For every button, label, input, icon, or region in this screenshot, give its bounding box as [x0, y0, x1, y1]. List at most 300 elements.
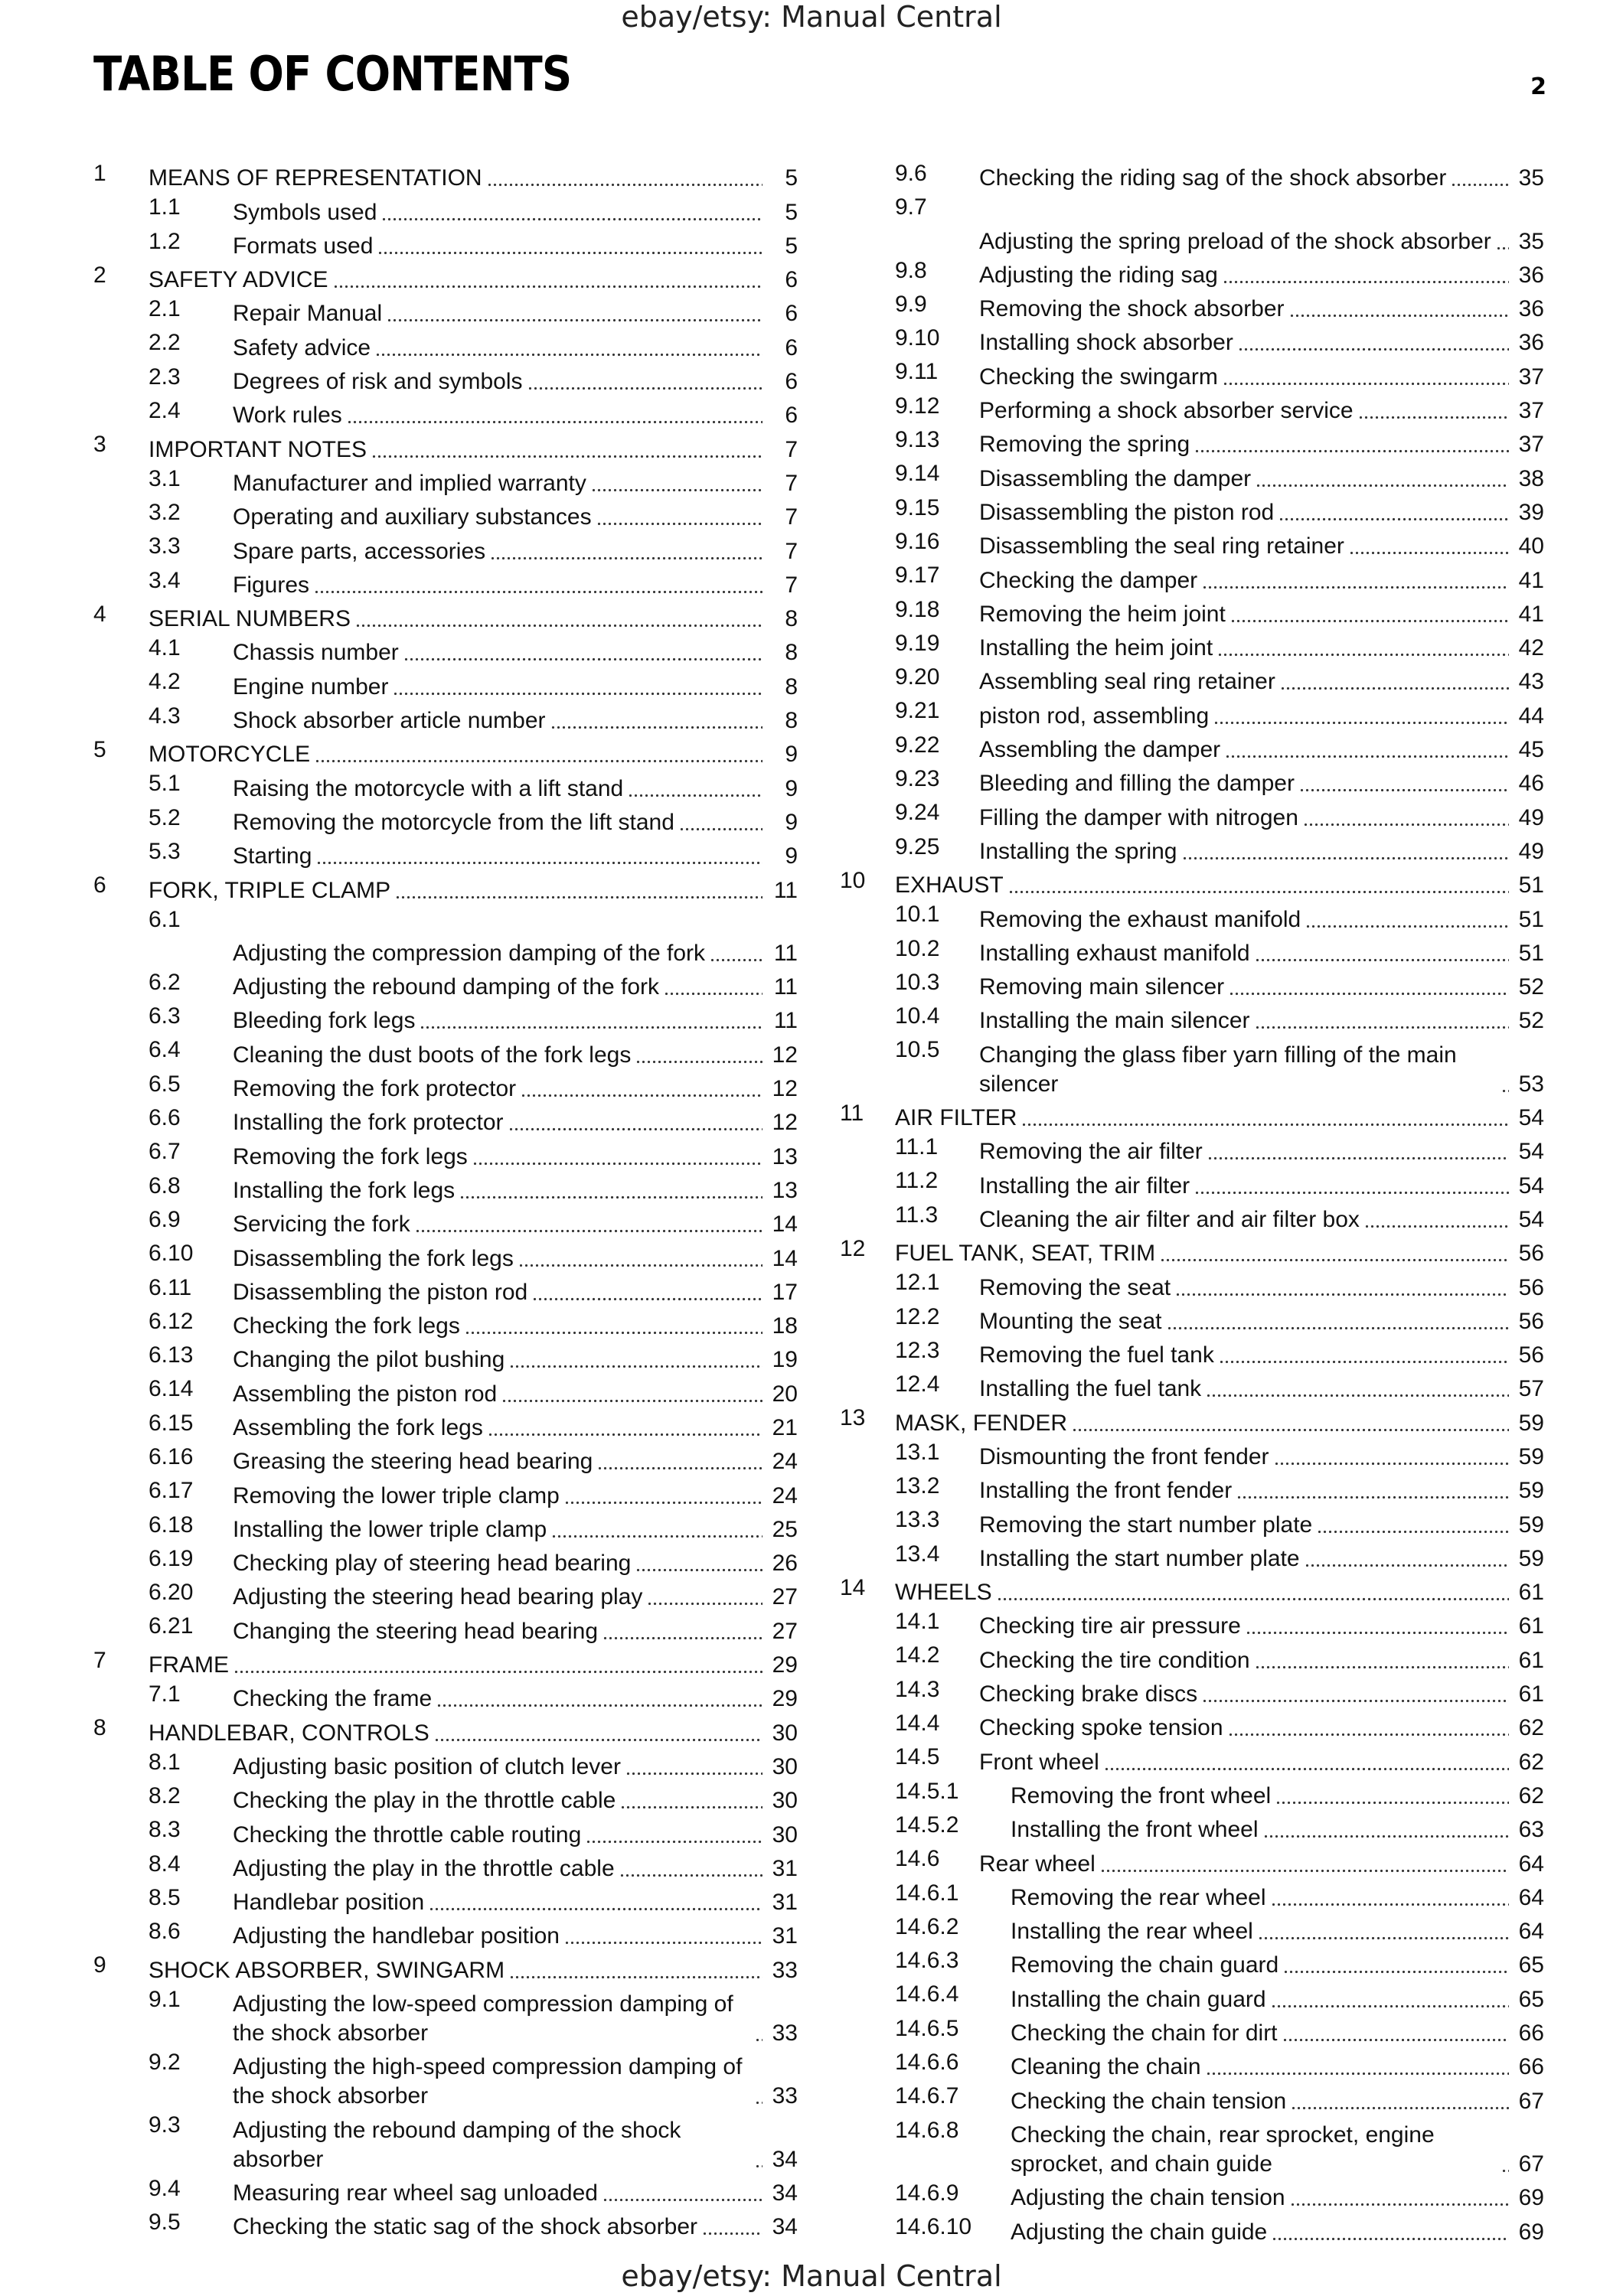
dot-leader [1299, 769, 1509, 792]
toc-entry-page: 64 [1518, 1919, 1544, 1945]
toc-entry-title: Assembling seal ring retainer [979, 669, 1275, 695]
toc-entry-title: Cleaning the chain [1011, 2054, 1201, 2080]
toc-entry-number: 10 [840, 867, 866, 893]
toc-entry-page: 13 [772, 1143, 798, 1169]
dot-leader [333, 266, 763, 289]
dot-leader [1303, 804, 1509, 827]
toc-entry[interactable] [93, 1172, 798, 1205]
toc-entry[interactable] [840, 663, 1544, 696]
toc-entry-number: 7.1 [149, 1681, 181, 1707]
toc-entry[interactable] [840, 1844, 1544, 1878]
toc-entry[interactable] [93, 1680, 798, 1714]
toc-entry-title: Shock absorber article number [233, 708, 546, 734]
toc-entry[interactable] [840, 866, 1544, 900]
toc-entry-page: 8 [785, 606, 798, 632]
toc-entry-number: 10.1 [895, 902, 940, 928]
toc-entry-title: MEANS OF REPRESENTATION [149, 165, 482, 191]
toc-entry-page: 59 [1518, 1512, 1544, 1538]
dot-leader [1256, 465, 1509, 488]
toc-entry-page: 31 [772, 1923, 798, 1949]
toc-entry[interactable] [840, 2116, 1544, 2179]
toc-entry[interactable] [840, 1336, 1544, 1370]
toc-entry[interactable] [840, 2213, 1544, 2246]
toc-entry[interactable] [840, 1879, 1544, 1913]
toc-entry[interactable] [93, 1714, 798, 1747]
toc-entry[interactable] [840, 1133, 1544, 1166]
toc-entry-title: Safety advice [233, 334, 371, 360]
toc-entry-title: Removing the fork legs [233, 1143, 468, 1169]
toc-entry[interactable] [93, 871, 798, 905]
toc-entry[interactable] [93, 1137, 798, 1171]
toc-entry[interactable] [840, 426, 1544, 459]
toc-entry[interactable] [93, 1476, 798, 1510]
dot-leader [509, 1956, 763, 1979]
toc-entry-number: 13.4 [895, 1541, 940, 1567]
toc-entry-title: Removing the spring [979, 432, 1190, 458]
toc-entry-number: 9.1 [149, 1986, 181, 2012]
toc-entry[interactable] [93, 465, 798, 498]
toc-entry[interactable] [840, 1099, 1544, 1133]
toc-entry[interactable] [840, 934, 1544, 968]
toc-entry[interactable] [93, 328, 798, 362]
toc-entry-number: 9.19 [895, 630, 940, 656]
toc-entry[interactable] [93, 2208, 798, 2242]
toc-entry[interactable] [840, 494, 1544, 527]
toc-entry-page: 59 [1518, 1410, 1544, 1436]
toc-entry-number: 2.3 [149, 364, 181, 390]
toc-entry-page: 52 [1518, 974, 1544, 1000]
toc-entry-number: 14.6.10 [895, 2214, 972, 2240]
toc-entry[interactable] [93, 1409, 798, 1443]
toc-entry[interactable] [93, 1917, 798, 1951]
toc-entry[interactable] [840, 256, 1544, 290]
toc-entry[interactable] [840, 1002, 1544, 1035]
toc-entry-page: 14 [772, 1245, 798, 1271]
toc-entry[interactable] [840, 1574, 1544, 1607]
toc-entry[interactable] [840, 1675, 1544, 1709]
toc-entry-page: 29 [772, 1686, 798, 1712]
toc-entry-title: Performing a shock absorber service [979, 398, 1354, 424]
toc-entry-page: 30 [772, 1788, 798, 1814]
toc-entry-page: 69 [1518, 2219, 1544, 2245]
dot-leader [1271, 1985, 1509, 2008]
toc-entry[interactable] [93, 1850, 798, 1883]
toc-entry-number: 6.10 [149, 1241, 194, 1267]
dot-leader [393, 673, 763, 696]
dot-leader [1182, 837, 1510, 860]
toc-entry[interactable] [840, 765, 1544, 798]
toc-entry[interactable] [93, 600, 798, 634]
toc-entry[interactable] [93, 1815, 798, 1849]
toc-entry-title: Checking the chain tension [1011, 2088, 1287, 2114]
toc-entry-page: 35 [1518, 228, 1544, 254]
toc-entry-number: 6.8 [149, 1172, 181, 1199]
toc-entry[interactable] [840, 561, 1544, 595]
toc-entry[interactable] [93, 396, 798, 430]
toc-entry[interactable] [93, 1070, 798, 1104]
toc-entry[interactable] [840, 900, 1544, 934]
toc-entry[interactable] [93, 968, 798, 1002]
toc-entry-page: 37 [1518, 398, 1544, 424]
toc-entry[interactable] [840, 1303, 1544, 1336]
toc-entry[interactable] [93, 2174, 798, 2208]
toc-entry[interactable] [840, 1505, 1544, 1539]
toc-entry-title: Adjusting the compression damping of the fork [233, 940, 706, 966]
toc-entry[interactable] [840, 1980, 1544, 2014]
toc-entry[interactable] [93, 566, 798, 600]
toc-entry-page: 62 [1518, 1749, 1544, 1775]
dot-leader [597, 1447, 763, 1470]
toc-entry-title: Checking the damper [979, 567, 1198, 593]
toc-entry-number: 9.14 [895, 461, 940, 487]
toc-entry[interactable] [840, 324, 1544, 357]
toc-entry[interactable] [93, 430, 798, 464]
toc-entry-page: 27 [772, 1584, 798, 1610]
toc-entry-title: HANDLEBAR, CONTROLS [149, 1720, 429, 1746]
toc-entry-title: Installing the chain guard [1011, 1986, 1266, 2012]
toc-entry-number: 9.10 [895, 325, 940, 351]
toc-entry-page: 6 [785, 301, 798, 327]
toc-entry[interactable] [93, 804, 798, 837]
toc-entry[interactable] [840, 1946, 1544, 1980]
toc-entry-number: 10.3 [895, 969, 940, 995]
toc-entry[interactable] [840, 968, 1544, 1002]
toc-entry-page: 8 [785, 673, 798, 700]
toc-entry-page: 26 [772, 1551, 798, 1577]
toc-entry[interactable] [840, 2048, 1544, 2082]
toc-entry-page: 46 [1518, 771, 1544, 797]
toc-entry-title: SAFETY ADVICE [149, 267, 328, 293]
toc-entry-number: 9.12 [895, 393, 940, 419]
toc-entry[interactable] [93, 1307, 798, 1341]
toc-entry[interactable] [93, 1951, 798, 1985]
toc-entry-title: Rear wheel [979, 1851, 1096, 1877]
toc-entry-page: 5 [785, 165, 798, 191]
toc-entry-title: Formats used [233, 233, 374, 259]
toc-entry-title: Removing main silencer [979, 974, 1225, 1000]
toc-entry[interactable] [840, 1438, 1544, 1472]
toc-entry-number: 9.3 [149, 2112, 181, 2138]
dot-leader [1223, 363, 1509, 386]
dot-leader [1202, 566, 1509, 589]
toc-entry[interactable] [93, 1985, 798, 2048]
toc-entry[interactable] [93, 735, 798, 769]
toc-entry[interactable] [840, 1607, 1544, 1641]
toc-entry-page: 18 [772, 1313, 798, 1339]
toc-entry-title: Greasing the steering head bearing [233, 1449, 593, 1475]
toc-entry-number: 11.1 [895, 1134, 939, 1160]
toc-entry[interactable] [840, 357, 1544, 391]
toc-entry-title: Installing the main silencer [979, 1008, 1250, 1034]
dot-leader [490, 537, 763, 560]
toc-entry[interactable] [840, 159, 1544, 193]
toc-entry[interactable] [840, 1166, 1544, 1200]
toc-entry-title: Adjusting the chain guide [1011, 2219, 1268, 2245]
dot-leader [1358, 396, 1509, 419]
toc-entry-number: 12 [840, 1235, 866, 1261]
toc-entry[interactable] [93, 1341, 798, 1375]
toc-entry[interactable] [93, 769, 798, 803]
toc-entry[interactable] [93, 363, 798, 396]
toc-entry[interactable] [840, 1777, 1544, 1811]
toc-entry[interactable] [93, 1578, 798, 1612]
toc-entry-number: 13.2 [895, 1473, 940, 1499]
toc-entry-number: 14.6.1 [895, 1880, 959, 1906]
toc-entry-page: 52 [1518, 1008, 1544, 1034]
toc-entry[interactable] [93, 159, 798, 193]
dot-leader [1290, 2183, 1509, 2206]
toc-entry[interactable] [840, 1404, 1544, 1437]
toc-entry[interactable] [93, 1205, 798, 1239]
toc-entry[interactable] [840, 1913, 1544, 1946]
dot-leader [1282, 2019, 1509, 2042]
dot-leader [371, 435, 763, 458]
dot-leader [1213, 702, 1509, 725]
toc-entry[interactable] [93, 1511, 798, 1544]
toc-entry-title: Operating and auxiliary substances [233, 504, 592, 530]
toc-entry-title: Assembling the damper [979, 737, 1221, 763]
toc-entry-title: Manufacturer and implied warranty [233, 470, 586, 496]
dot-leader [1451, 164, 1509, 187]
toc-entry-page: 31 [772, 1890, 798, 1916]
dot-leader [1501, 1070, 1509, 1093]
toc-entry-page: 56 [1518, 1241, 1544, 1267]
toc-entry-page: 61 [1518, 1647, 1544, 1673]
dot-leader [1207, 1137, 1509, 1160]
toc-entry-title: Installing the front wheel [1011, 1817, 1259, 1843]
toc-entry[interactable] [840, 459, 1544, 493]
toc-entry[interactable] [93, 193, 798, 227]
toc-entry[interactable] [93, 702, 798, 735]
toc-entry-title: Checking tire air pressure [979, 1613, 1241, 1639]
toc-entry[interactable] [93, 1104, 798, 1137]
dot-leader [1217, 634, 1509, 657]
dot-leader [1223, 261, 1509, 284]
toc-entry-number: 14.6.2 [895, 1913, 959, 1939]
toc-entry-title: Assembling the piston rod [233, 1381, 498, 1407]
toc-entry-page: 40 [1518, 533, 1544, 559]
toc-entry[interactable] [840, 1472, 1544, 1505]
toc-entry-page: 11 [773, 877, 798, 903]
toc-entry-number: 8 [93, 1715, 106, 1741]
toc-entry-number: 9.25 [895, 833, 940, 859]
toc-entry[interactable] [93, 2111, 798, 2174]
toc-entry-page: 24 [772, 1449, 798, 1475]
dot-leader [635, 1549, 763, 1572]
toc-entry[interactable] [840, 527, 1544, 561]
dot-leader [1194, 1172, 1509, 1195]
dot-leader [403, 638, 763, 661]
toc-entry-title: piston rod, assembling [979, 703, 1210, 729]
toc-entry[interactable] [93, 295, 798, 328]
dot-leader [487, 164, 763, 187]
toc-entry-number: 9.18 [895, 596, 940, 622]
toc-entry-page: 19 [772, 1347, 798, 1373]
toc-entry-number: 13 [840, 1405, 866, 1431]
toc-entry[interactable] [93, 2048, 798, 2111]
toc-entry-number: 9.5 [149, 2209, 181, 2235]
dot-leader [459, 1176, 763, 1199]
toc-entry[interactable] [93, 837, 798, 871]
toc-entry-page: 61 [1518, 1681, 1544, 1707]
toc-entry[interactable] [840, 1370, 1544, 1404]
toc-entry[interactable] [93, 1883, 798, 1917]
toc-entry-page: 41 [1518, 601, 1544, 627]
toc-entry-number: 14.1 [895, 1609, 940, 1635]
toc-entry[interactable] [840, 1540, 1544, 1574]
toc-entry[interactable] [840, 629, 1544, 663]
toc-entry[interactable] [840, 1035, 1544, 1098]
toc-entry[interactable] [840, 1268, 1544, 1302]
toc-entry-title: Adjusting the handlebar position [233, 1923, 560, 1949]
toc-entry-number: 9.23 [895, 766, 940, 792]
toc-entry-title: Installing the start number plate [979, 1545, 1300, 1571]
toc-entry-number: 6 [93, 872, 106, 899]
toc-entry-page: 37 [1518, 364, 1544, 390]
toc-entry-number: 3 [93, 432, 106, 458]
toc-entry-title: Installing the fork legs [233, 1177, 456, 1203]
toc-entry[interactable] [93, 1544, 798, 1578]
toc-entry[interactable] [93, 1239, 798, 1273]
dot-leader [1255, 1646, 1509, 1669]
toc-entry[interactable] [840, 1743, 1544, 1776]
watermark-bottom: ebay/etsy: Manual Central [621, 2259, 1002, 2293]
toc-entry[interactable] [840, 1811, 1544, 1844]
toc-entry[interactable] [93, 1002, 798, 1035]
toc-entry-number: 10.5 [895, 1037, 940, 1063]
dot-leader [635, 1041, 763, 1064]
dot-leader [620, 1786, 763, 1809]
toc-entry[interactable] [840, 731, 1544, 765]
toc-entry-number: 8.4 [149, 1851, 181, 1877]
dot-leader [1246, 1612, 1509, 1635]
toc-entry[interactable] [840, 2014, 1544, 2048]
toc-entry-page: 35 [1518, 165, 1544, 191]
toc-entry[interactable] [840, 193, 1544, 256]
dot-leader [755, 2145, 763, 2168]
toc-entry-page: 36 [1518, 262, 1544, 288]
dot-leader [314, 571, 763, 594]
toc-entry-title: FORK, TRIPLE CLAMP [149, 877, 391, 903]
toc-entry[interactable] [93, 905, 798, 968]
toc-entry[interactable] [840, 1234, 1544, 1268]
toc-entry-title: Adjusting the steering head bearing play [233, 1584, 643, 1610]
dot-leader [603, 1617, 763, 1640]
toc-entry[interactable] [840, 2082, 1544, 2115]
toc-entry[interactable] [840, 798, 1544, 832]
toc-entry[interactable] [93, 532, 798, 566]
toc-entry-title: Removing the chain guard [1011, 1952, 1279, 1978]
toc-entry[interactable] [840, 2179, 1544, 2213]
toc-entry-page: 14 [772, 1212, 798, 1238]
toc-entry-title: Changing the steering head bearing [233, 1618, 599, 1644]
dot-leader [1229, 973, 1509, 996]
toc-entry[interactable] [93, 1646, 798, 1680]
toc-entry[interactable] [93, 634, 798, 667]
dot-leader [1202, 1680, 1509, 1703]
dot-leader [664, 973, 763, 996]
toc-entry-number: 8.5 [149, 1884, 181, 1910]
toc-entry[interactable] [93, 1274, 798, 1307]
toc-entry-number: 14.6.3 [895, 1948, 959, 1974]
toc-entry-page: 8 [785, 640, 798, 666]
dot-leader [1289, 295, 1509, 318]
toc-entry[interactable] [840, 595, 1544, 629]
toc-entry[interactable] [93, 227, 798, 261]
toc-entry-page: 21 [772, 1414, 798, 1440]
toc-entry[interactable] [93, 1375, 798, 1408]
toc-entry-title: Changing the glass fiber yarn filling of the main silencer [979, 1042, 1457, 1097]
toc-entry-number: 4.2 [149, 669, 181, 695]
toc-entry[interactable] [93, 1612, 798, 1645]
toc-entry-title: Checking the chain, rear sprocket, engine sprocket, and chain guide [1011, 2122, 1435, 2177]
toc-entry-number: 14.5 [895, 1744, 940, 1770]
toc-entry[interactable] [93, 261, 798, 295]
toc-entry-page: 59 [1518, 1478, 1544, 1504]
toc-entry-number: 6.6 [149, 1105, 181, 1131]
toc-entry-number: 5.2 [149, 804, 181, 830]
dot-leader [415, 1210, 763, 1233]
dot-leader [710, 939, 763, 962]
toc-entry-number: 2.4 [149, 398, 181, 424]
toc-entry[interactable] [93, 498, 798, 532]
toc-entry-number: 6.19 [149, 1545, 194, 1571]
dot-leader [755, 2082, 763, 2105]
toc-entry[interactable] [840, 392, 1544, 426]
toc-entry[interactable] [93, 1443, 798, 1476]
toc-entry-number: 14.2 [895, 1642, 940, 1668]
toc-entry-title: Adjusting the play in the throttle cable [233, 1855, 615, 1881]
toc-entry-title: Checking the frame [233, 1686, 433, 1712]
toc-entry-page: 45 [1518, 737, 1544, 763]
toc-entry-title: Checking the tire condition [979, 1647, 1250, 1673]
dot-leader [1238, 328, 1509, 351]
toc-entry-number: 3.1 [149, 465, 181, 491]
dot-leader [603, 2179, 763, 2202]
toc-entry[interactable] [93, 1035, 798, 1069]
toc-entry-title: Cleaning the dust boots of the fork legs [233, 1042, 632, 1068]
toc-entry[interactable] [840, 290, 1544, 324]
toc-entry-page: 51 [1518, 906, 1544, 932]
dot-leader [1225, 735, 1509, 758]
dot-leader [1104, 1748, 1509, 1771]
toc-entry[interactable] [840, 833, 1544, 866]
dot-leader [1305, 1544, 1509, 1567]
toc-entry-page: 27 [772, 1618, 798, 1644]
dot-leader [1496, 227, 1509, 250]
watermark-top: ebay/etsy: Manual Central [621, 0, 1002, 34]
toc-entry[interactable] [840, 696, 1544, 730]
toc-entry-number: 8.2 [149, 1782, 181, 1808]
toc-entry-number: 3.3 [149, 533, 181, 559]
toc-entry[interactable] [93, 667, 798, 701]
toc-entry-title: Assembling the fork legs [233, 1414, 483, 1440]
toc-entry[interactable] [840, 1709, 1544, 1743]
toc-entry[interactable] [840, 1201, 1544, 1234]
toc-entry-title: Adjusting the high-speed compression damping of the shock absorber [233, 2054, 743, 2109]
dot-leader [564, 1482, 763, 1505]
dot-leader [625, 1753, 763, 1776]
dot-leader [1194, 430, 1509, 453]
toc-entry-page: 43 [1518, 669, 1544, 695]
toc-entry-title: Servicing the fork [233, 1212, 410, 1238]
toc-entry[interactable] [93, 1748, 798, 1782]
dot-leader [755, 2019, 763, 2042]
toc-entry-title: Dismounting the front fender [979, 1443, 1269, 1469]
toc-entry[interactable] [840, 1641, 1544, 1675]
toc-entry-page: 67 [1518, 2151, 1544, 2177]
toc-entry[interactable] [93, 1782, 798, 1815]
